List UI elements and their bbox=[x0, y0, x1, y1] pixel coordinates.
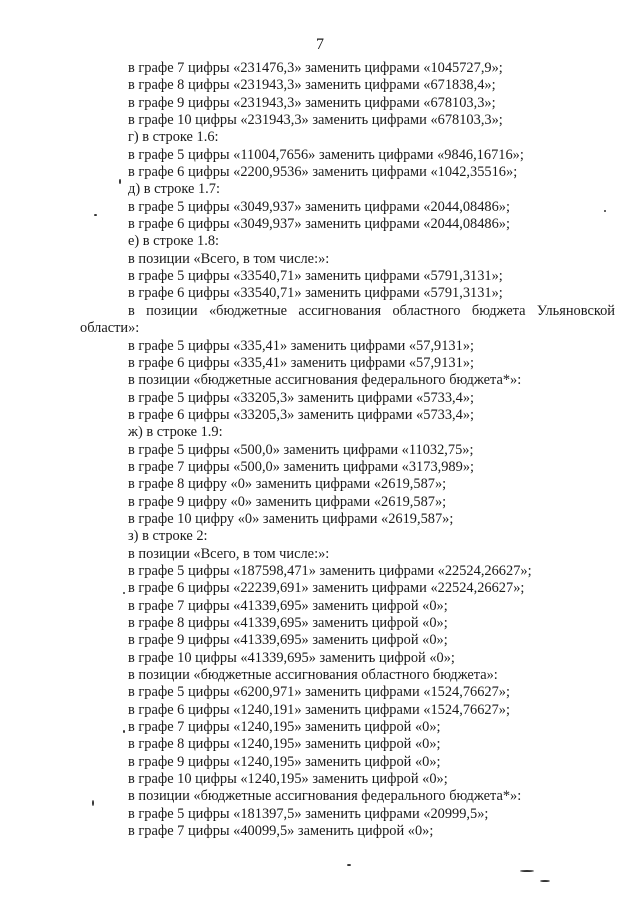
scan-speck bbox=[540, 880, 550, 882]
text-line: в графе 5 цифры «181397,5» заменить цифрами «20999,5»; bbox=[128, 805, 489, 822]
text-line: в графе 5 цифры «6200,971» заменить цифрами «1524,76627»; bbox=[128, 684, 510, 701]
text-line: области»: bbox=[80, 320, 140, 337]
scan-speck bbox=[123, 730, 125, 733]
text-line: в графе 10 цифры «1240,195» заменить цифрой «0»; bbox=[128, 771, 448, 788]
text-line: в графе 9 цифры «231943,3» заменить цифрами «678103,3»; bbox=[128, 94, 496, 111]
text-line: в графе 9 цифры «41339,695» заменить цифрой «0»; bbox=[128, 632, 448, 649]
text-line: в графе 5 цифры «3049,937» заменить цифрами «2044,08486»; bbox=[128, 198, 510, 215]
text-line: в графе 6 цифры «2200,9536» заменить цифрами «1042,35516»; bbox=[128, 164, 518, 181]
text-line: в графе 6 цифры «1240,191» заменить цифрами «1524,76627»; bbox=[128, 701, 510, 718]
text-line: з) в строке 2: bbox=[128, 528, 208, 545]
text-line: ж) в строке 1.9: bbox=[128, 424, 223, 441]
text-line: в графе 9 цифры «1240,195» заменить цифрой «0»; bbox=[128, 753, 441, 770]
text-line: в графе 10 цифры «231943,3» заменить цифрами «678103,3»; bbox=[128, 112, 503, 129]
text-line: в графе 6 цифры «33205,3» заменить цифрами «5733,4»; bbox=[128, 406, 475, 423]
text-line: в позиции «бюджетные ассигнования областного бюджета Ульяновской bbox=[128, 302, 615, 319]
scan-speck bbox=[119, 179, 121, 184]
scan-speck bbox=[520, 870, 534, 872]
text-line: в позиции «бюджетные ассигнования федерального бюджета*»: bbox=[128, 788, 522, 805]
text-line: в графе 8 цифру «0» заменить цифрами «2619,587»; bbox=[128, 476, 447, 493]
text-line: е) в строке 1.8: bbox=[128, 233, 220, 250]
document-body bbox=[80, 60, 615, 840]
scan-speck bbox=[347, 864, 351, 866]
scan-speck bbox=[92, 800, 94, 806]
text-line: в позиции «бюджетные ассигнования областного бюджета»: bbox=[128, 667, 498, 684]
scan-speck bbox=[94, 214, 97, 216]
text-line: в графе 8 цифры «1240,195» заменить цифрой «0»; bbox=[128, 736, 441, 753]
text-line: в графе 7 цифры «41339,695» заменить цифрой «0»; bbox=[128, 597, 448, 614]
text-line: в графе 5 цифры «33540,71» заменить цифрами «5791,3131»; bbox=[128, 268, 503, 285]
text-line: в графе 5 цифры «335,41» заменить цифрами «57,9131»; bbox=[128, 337, 475, 354]
text-line: в графе 10 цифры «41339,695» заменить цифрой «0»; bbox=[128, 649, 455, 666]
text-line: в графе 6 цифры «3049,937» заменить цифрами «2044,08486»; bbox=[128, 216, 510, 233]
text-line: в графе 7 цифры «500,0» заменить цифрами «3173,989»; bbox=[128, 458, 475, 475]
text-line: в позиции «Всего, в том числе:»: bbox=[128, 250, 330, 267]
text-line: в графе 6 цифры «22239,691» заменить цифрами «22524,26627»; bbox=[128, 580, 525, 597]
page-number: 7 bbox=[316, 36, 324, 53]
text-line: в позиции «бюджетные ассигнования федерального бюджета*»: bbox=[128, 372, 522, 389]
scan-speck bbox=[123, 592, 125, 594]
scan-speck bbox=[604, 210, 606, 212]
text-line: в графе 7 цифры «231476,3» заменить цифрами «1045727,9»; bbox=[128, 60, 503, 76]
text-line: в графе 5 цифры «187598,471» заменить цифрами «22524,26627»; bbox=[128, 562, 532, 579]
text-line: в графе 8 цифры «231943,3» заменить цифрами «671838,4»; bbox=[128, 77, 496, 94]
text-line: в графе 7 цифры «40099,5» заменить цифрой «0»; bbox=[128, 823, 434, 840]
text-line: д) в строке 1.7: bbox=[128, 181, 220, 198]
text-line: г) в строке 1.6: bbox=[128, 129, 219, 146]
text-line: в позиции «Всего, в том числе:»: bbox=[128, 545, 330, 562]
text-line: в графе 5 цифры «11004,7656» заменить цифрами «9846,16716»; bbox=[128, 146, 524, 163]
text-line: в графе 5 цифры «500,0» заменить цифрами «11032,75»; bbox=[128, 441, 474, 458]
text-line: в графе 9 цифру «0» заменить цифрами «2619,587»; bbox=[128, 493, 447, 510]
text-line: в графе 6 цифры «335,41» заменить цифрами «57,9131»; bbox=[128, 354, 475, 371]
text-line: в графе 7 цифры «1240,195» заменить цифрой «0»; bbox=[128, 719, 441, 736]
text-line: в графе 5 цифры «33205,3» заменить цифрами «5733,4»; bbox=[128, 389, 475, 406]
text-line: в графе 8 цифры «41339,695» заменить цифрой «0»; bbox=[128, 615, 448, 631]
text-line: в графе 10 цифру «0» заменить цифрами «2619,587»; bbox=[128, 510, 454, 527]
text-line: в графе 6 цифры «33540,71» заменить цифрами «5791,3131»; bbox=[128, 285, 503, 302]
